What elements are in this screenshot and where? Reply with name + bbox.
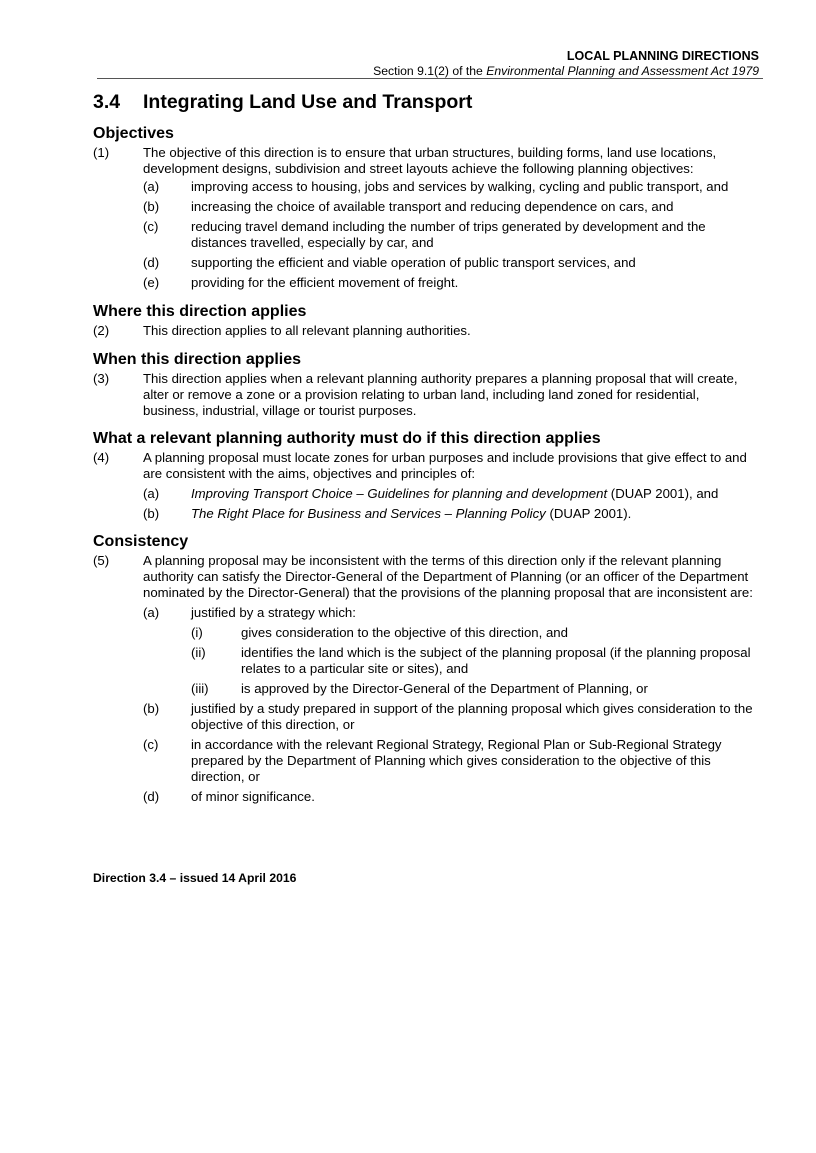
- item-label: (a): [143, 179, 160, 194]
- header-rule: [97, 78, 763, 79]
- sub-list-item: [191, 625, 753, 641]
- item-label: (e): [143, 275, 160, 290]
- when-heading: When this direction applies: [93, 351, 302, 368]
- item-label: (a): [143, 605, 160, 620]
- item-label: (c): [143, 219, 159, 234]
- objectives-heading: Objectives: [93, 125, 174, 142]
- paragraph-text: A planning proposal must locate zones for urban purposes and include provisions that give effect to and are consistent with the aims, objectives and principles of:: [143, 450, 747, 481]
- list-item: [143, 789, 753, 805]
- item-text: improving access to housing, jobs and services by walking, cycling and public transport, and: [191, 179, 729, 194]
- paragraph-4: [93, 450, 753, 482]
- paragraph-3: [93, 371, 753, 419]
- list-item: [143, 737, 753, 785]
- item-text: justified by a strategy which:: [191, 605, 356, 620]
- item-label: (iii): [191, 681, 209, 696]
- list-item: [143, 486, 753, 502]
- paragraph-5: [93, 553, 753, 601]
- section-heading: Integrating Land Use and Transport: [143, 91, 473, 113]
- list-item: [143, 199, 753, 215]
- item-label: (c): [143, 737, 159, 752]
- item-text: in accordance with the relevant Regional Strategy, Regional Plan or Sub-Regional Strategy prepared by the Department of Planning which gives consideration to the objective of this direction, or: [191, 737, 722, 784]
- item-text: justified by a study prepared in support of the planning proposal which gives consideration to the objective of this direction, or: [191, 701, 753, 732]
- paragraph-text: A planning proposal may be inconsistent with the terms of this direction only if the relevant planning authority can satisfy the Director-General of the Department of Planning (or an officer of the Department nominated by the Director-General) that the provisions of the planning proposal that are inconsistent are:: [143, 553, 753, 600]
- section-title: [93, 91, 472, 114]
- item-text: is approved by the Director-General of the Department of Planning, or: [241, 681, 648, 696]
- consistency-heading: Consistency: [93, 533, 189, 550]
- item-text: providing for the efficient movement of freight.: [191, 275, 459, 290]
- page-header: [373, 49, 759, 79]
- paragraph-label: (1): [93, 145, 110, 160]
- item-label: (b): [143, 506, 160, 521]
- item-text: of minor significance.: [191, 789, 315, 804]
- item-text: (DUAP 2001).: [545, 506, 632, 521]
- item-text: (DUAP 2001), and: [607, 486, 719, 501]
- header-subtitle: [373, 64, 759, 79]
- document-body: [93, 124, 753, 805]
- paragraph-1: [93, 145, 753, 177]
- item-label: (ii): [191, 645, 206, 660]
- page-footer: Direction 3.4 – issued 14 April 2016: [93, 871, 297, 885]
- item-text: increasing the choice of available transport and reducing dependence on cars, and: [191, 199, 674, 214]
- paragraph-text: The objective of this direction is to ensure that urban structures, building forms, land use locations, development designs, subdivision and street layouts achieve the following planning objectives:: [143, 145, 717, 176]
- header-subtitle-prefix: Section 9.1(2) of the: [373, 64, 487, 78]
- sub-list-item: [191, 681, 753, 697]
- item-text: reducing travel demand including the number of trips generated by development and the distances travelled, especially by car, and: [191, 219, 706, 250]
- list-item: [143, 605, 753, 621]
- list-item: [143, 255, 753, 271]
- list-item: [143, 275, 753, 291]
- paragraph-text: This direction applies to all relevant planning authorities.: [143, 323, 471, 338]
- what-heading: What a relevant planning authority must do if this direction applies: [93, 430, 601, 447]
- item-text: identifies the land which is the subject of the planning proposal (if the planning proposal relates to a particular site or sites), and: [241, 645, 751, 676]
- paragraph-text: This direction applies when a relevant planning authority prepares a planning proposal that will create, alter or remove a zone or a provision relating to urban land, including land zoned for residential, business, industrial, village or tourist purposes.: [143, 371, 738, 418]
- paragraph-label: (4): [93, 450, 110, 465]
- paragraph-label: (3): [93, 371, 110, 386]
- item-text: supporting the efficient and viable operation of public transport services, and: [191, 255, 636, 270]
- list-item: [143, 179, 753, 195]
- item-label: (i): [191, 625, 203, 640]
- sub-list-item: [191, 645, 753, 677]
- section-number: 3.4: [93, 91, 121, 113]
- item-label: (a): [143, 486, 160, 501]
- list-item: [143, 219, 753, 251]
- list-item: [143, 701, 753, 733]
- document-title: Improving Transport Choice – Guidelines for planning and development: [191, 486, 608, 501]
- item-label: (d): [143, 255, 160, 270]
- item-label: (b): [143, 701, 160, 716]
- list-item: [143, 506, 753, 522]
- paragraph-label: (2): [93, 323, 110, 338]
- header-title: LOCAL PLANNING DIRECTIONS: [566, 49, 759, 63]
- item-text: gives consideration to the objective of this direction, and: [241, 625, 568, 640]
- paragraph-2: [93, 323, 753, 339]
- where-heading: Where this direction applies: [93, 303, 307, 320]
- header-act-name: Environmental Planning and Assessment Act 1979: [486, 64, 759, 78]
- item-label: (d): [143, 789, 160, 804]
- item-label: (b): [143, 199, 160, 214]
- paragraph-label: (5): [93, 553, 110, 568]
- document-title: The Right Place for Business and Services – Planning Policy: [191, 506, 546, 521]
